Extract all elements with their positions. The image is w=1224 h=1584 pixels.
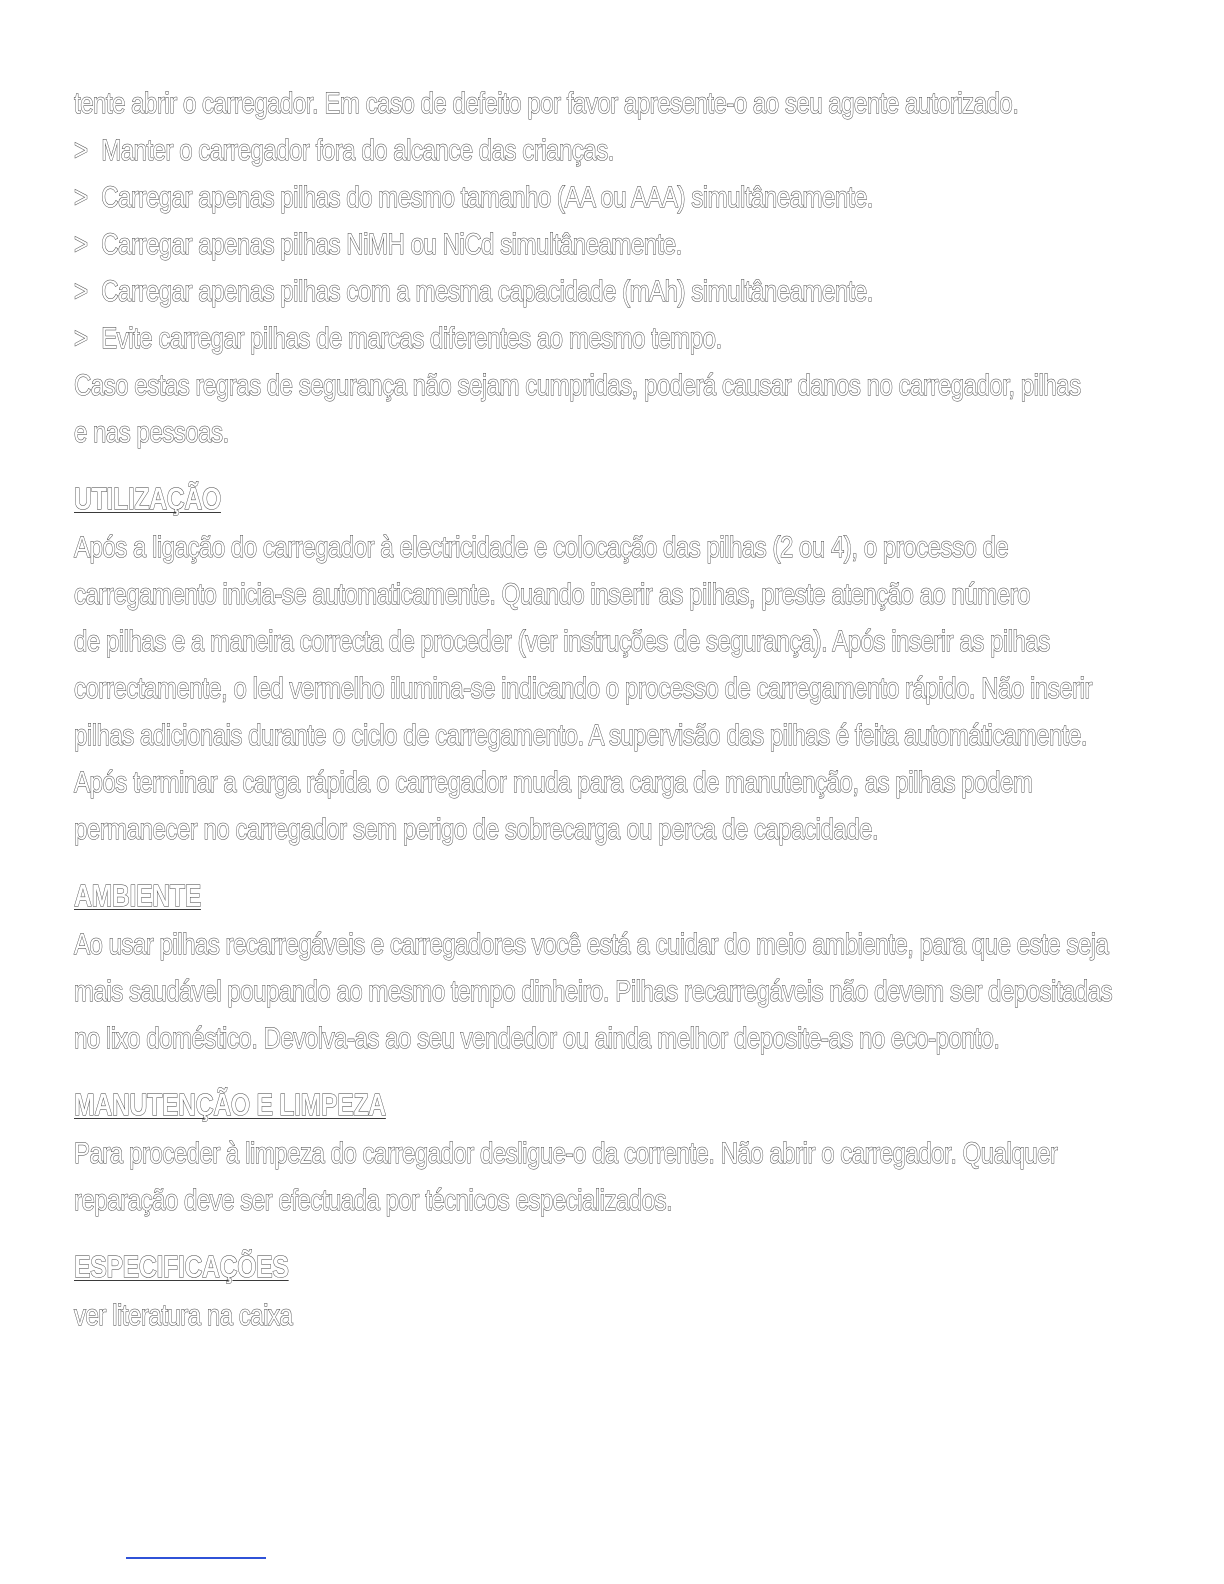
paragraph-line: ver literatura na caixa <box>74 1299 293 1332</box>
paragraph-line: carregamento inicia-se automaticamente. Quando inserir as pilhas, preste atenção ao número <box>74 578 1031 611</box>
intro-block <box>74 80 1134 456</box>
bullet-mark: > <box>74 322 88 355</box>
paragraph-line: no lixo doméstico. Devolva-as ao seu vendedor ou ainda melhor deposite-as no eco-ponto. <box>74 1022 1000 1055</box>
bullet-mark: > <box>74 228 88 261</box>
bullet-text: Carregar apenas pilhas do mesmo tamanho (AA ou AAA) simultâneamente. <box>101 181 873 214</box>
paragraph-line: pilhas adicionais durante o ciclo de carregamento. A supervisão das pilhas é feita automáticamente. <box>74 719 1088 752</box>
bullet-text: Carregar apenas pilhas com a mesma capacidade (mAh) simultâneamente. <box>101 275 873 308</box>
bullet-item <box>74 268 922 315</box>
bullet-item <box>74 127 922 174</box>
paragraph-line: de pilhas e a maneira correcta de proceder (ver instruções de segurança). Após inserir as pilhas <box>74 625 1050 658</box>
bullet-item <box>74 221 922 268</box>
bullet-mark: > <box>74 134 88 167</box>
bullet-text: Manter o carregador fora do alcance das crianças. <box>101 134 614 167</box>
paragraph-line: correctamente, o led vermelho ilumina-se indicando o processo de carregamento rápido. Não inserir <box>74 672 1092 705</box>
paragraph-line: Para proceder à limpeza do carregador desligue-o da corrente. Não abrir o carregador. Qualquer <box>74 1137 1058 1170</box>
bullet-item <box>74 174 922 221</box>
section-heading: AMBIENTE <box>74 878 201 913</box>
section-heading: UTILIZAÇÃO <box>74 481 221 516</box>
section-ambiente <box>74 877 1134 1062</box>
section-especificacoes <box>74 1248 1134 1339</box>
footer-rule <box>126 1557 266 1559</box>
paragraph-line: reparação deve ser efectuada por técnicos especializados. <box>74 1184 673 1217</box>
intro-first-line: tente abrir o carregador. Em caso de defeito por favor apresente-o ao seu agente autorizado. <box>74 87 1019 120</box>
intro-closing-line: e nas pessoas. <box>74 416 229 449</box>
bullet-item <box>74 315 922 362</box>
section-utilizacao <box>74 480 1134 853</box>
bullet-mark: > <box>74 181 88 214</box>
document-page <box>74 80 1134 1339</box>
section-heading: ESPECIFICAÇÕES <box>74 1249 289 1284</box>
section-manutencao <box>74 1086 1134 1224</box>
section-heading: MANUTENÇÃO E LIMPEZA <box>74 1087 386 1122</box>
paragraph-line: mais saudável poupando ao mesmo tempo dinheiro. Pilhas recarregáveis não devem ser depositadas <box>74 975 1113 1008</box>
paragraph-line: Ao usar pilhas recarregáveis e carregadores você está a cuidar do meio ambiente, para que este seja <box>74 928 1109 961</box>
paragraph-line: Após a ligação do carregador à electricidade e colocação das pilhas (2 ou 4), o processo de <box>74 531 1009 564</box>
bullet-text: Carregar apenas pilhas NiMH ou NiCd simultâneamente. <box>101 228 682 261</box>
paragraph-line: Após terminar a carga rápida o carregador muda para carga de manutenção, as pilhas podem <box>74 766 1033 799</box>
paragraph-line: permanecer no carregador sem perigo de sobrecarga ou perca de capacidade. <box>74 813 879 846</box>
intro-closing-line: Caso estas regras de segurança não sejam cumpridas, poderá causar danos no carregador, pilhas <box>74 369 1081 402</box>
bullet-text: Evite carregar pilhas de marcas diferentes ao mesmo tempo. <box>101 322 722 355</box>
bullet-mark: > <box>74 275 88 308</box>
